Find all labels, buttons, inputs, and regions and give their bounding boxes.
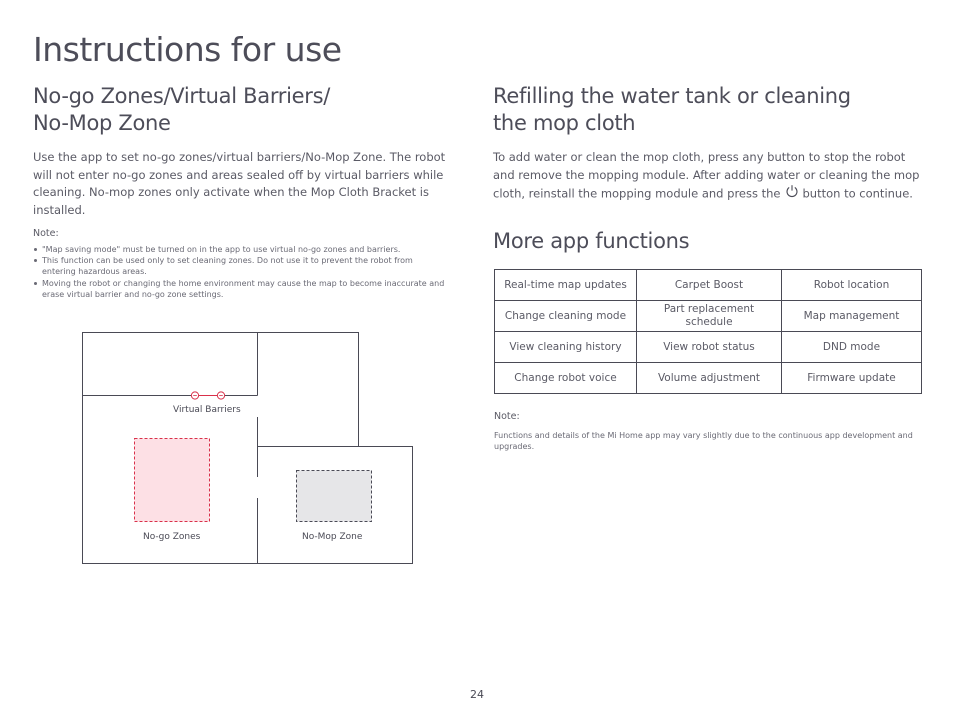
page-number: 24 <box>470 688 484 701</box>
no-go-note-label: Note: <box>33 228 59 239</box>
virtual-barriers-label: Virtual Barriers <box>173 405 241 415</box>
table-cell: View cleaning history <box>495 332 637 363</box>
table-cell: Robot location <box>782 270 922 301</box>
power-icon <box>785 184 799 204</box>
table-cell: Carpet Boost <box>637 270 782 301</box>
app-note <box>494 411 919 452</box>
app-note-text: Functions and details of the Mi Home app may vary slightly due to the continuous app development and upgrades. <box>494 431 913 452</box>
no-go-zones-label: No-go Zones <box>143 532 201 542</box>
table-cell: Part replacement schedule <box>637 301 782 332</box>
table-cell: Change robot voice <box>495 363 637 394</box>
table-row <box>495 332 922 363</box>
table-cell: Volume adjustment <box>637 363 782 394</box>
more-app-functions-heading: More app functions <box>493 229 690 253</box>
refill-body-text: To add water or clean the mop cloth, press any button to stop the robot and remove the mopping module. After adding water or cleaning the mop cloth, reinstall the mopping module and press the <box>493 150 920 201</box>
no-go-body: Use the app to set no-go zones/virtual barriers/No-Mop Zone. The robot will not enter no-go zones and areas sealed off by virtual barriers while cleaning. No-mop zones only activate when the Mop Cloth Bracket is installed. <box>33 150 446 217</box>
note-item: Moving the robot or changing the home environment may cause the map to become inaccurate and erase virtual barrier and no-go zone settings. <box>33 278 448 300</box>
page-title: Instructions for use <box>33 30 342 69</box>
table-cell: View robot status <box>637 332 782 363</box>
no-mop-zone-label: No-Mop Zone <box>302 532 363 542</box>
table-cell: Real-time map updates <box>495 270 637 301</box>
no-mop-zone-rect <box>297 471 372 522</box>
refill-section <box>493 83 923 204</box>
virtual-barrier-line <box>191 392 224 399</box>
table-row <box>495 270 922 301</box>
refill-body <box>493 149 923 204</box>
note-item: "Map saving mode" must be turned on in the app to use virtual no-go zones and barriers. <box>33 244 448 255</box>
refill-heading-line2: the mop cloth <box>493 111 636 135</box>
no-go-heading-line2: No-Mop Zone <box>33 111 171 135</box>
refill-heading <box>493 83 923 137</box>
table-row <box>495 363 922 394</box>
app-note-label: Note: <box>494 411 520 422</box>
table-cell: Map management <box>782 301 922 332</box>
note-item: This function can be used only to set cleaning zones. Do not use it to prevent the robot from entering hazardous areas. <box>33 255 448 277</box>
table-cell: Firmware update <box>782 363 922 394</box>
table-cell: Change cleaning mode <box>495 301 637 332</box>
table-row <box>495 301 922 332</box>
app-functions-table <box>494 269 922 394</box>
refill-body-text-end: button to continue. <box>802 186 913 201</box>
no-go-zone-rect <box>135 439 210 522</box>
table-cell: DND mode <box>782 332 922 363</box>
no-go-heading-line1: No-go Zones/Virtual Barriers/ <box>33 84 331 108</box>
refill-heading-line1: Refilling the water tank or cleaning <box>493 84 851 108</box>
